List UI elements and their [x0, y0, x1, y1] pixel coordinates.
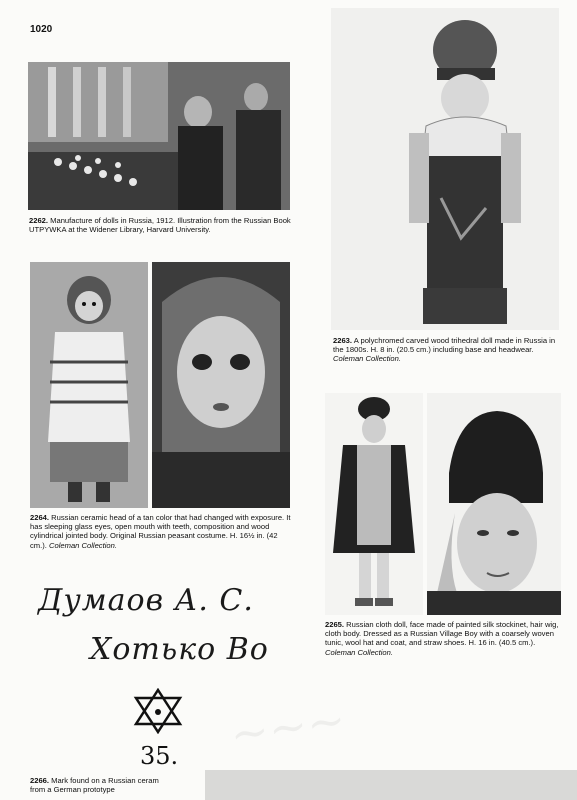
- watermark-signature: ~~~: [226, 692, 349, 762]
- star-of-david-icon: [132, 688, 184, 734]
- caption-2264: 2264. Russian ceramic head of a tan color that had changed with exposure. It has sleeping glass eyes, open mouth with teeth, composition and wood cylindrical jointed body. Original Russian peasant costume. H. 16½ in. (42 cm.). Coleman Collection.: [30, 513, 291, 550]
- mark-script-line-2: Хотько Во: [90, 632, 269, 667]
- photo-ceramic-head-closeup: [152, 262, 290, 508]
- scan-edge-band: [205, 770, 577, 800]
- caption-2262: 2262. Manufacture of dolls in Russia, 1912. Illustration from the Russian Book UTPYWKA at the Widener Library, Harvard University.: [29, 216, 291, 235]
- photo-ceramic-head-doll-full: [30, 262, 148, 508]
- caption-2266: 2266. Mark found on a Russian ceram from a German prototype: [30, 776, 159, 795]
- photo-cloth-doll-full: [325, 393, 423, 615]
- photo-carved-wood-doll: [331, 8, 559, 330]
- mark-number: 35.: [140, 742, 179, 770]
- page-number: 1020: [30, 24, 53, 35]
- caption-2265: 2265. Russian cloth doll, face made of painted silk stockinet, hair wig, cloth body. Dressed as a Russian Village Boy with a coarsely woven tunic, wool hat and coat, and straw shoes. H. 16 in. (40.5 cm.). Coleman Collection.: [325, 620, 559, 657]
- mark-script-line-1: Думаов А. С.: [38, 583, 254, 618]
- caption-2263: 2263. A polychromed carved wood trihedral doll made in Russia in the 1800s. H. 8 in. (20.5 cm.) including base and headwear. Coleman Collection.: [333, 336, 556, 364]
- photo-doll-manufacture: [28, 62, 290, 210]
- photo-cloth-doll-head: [427, 393, 561, 615]
